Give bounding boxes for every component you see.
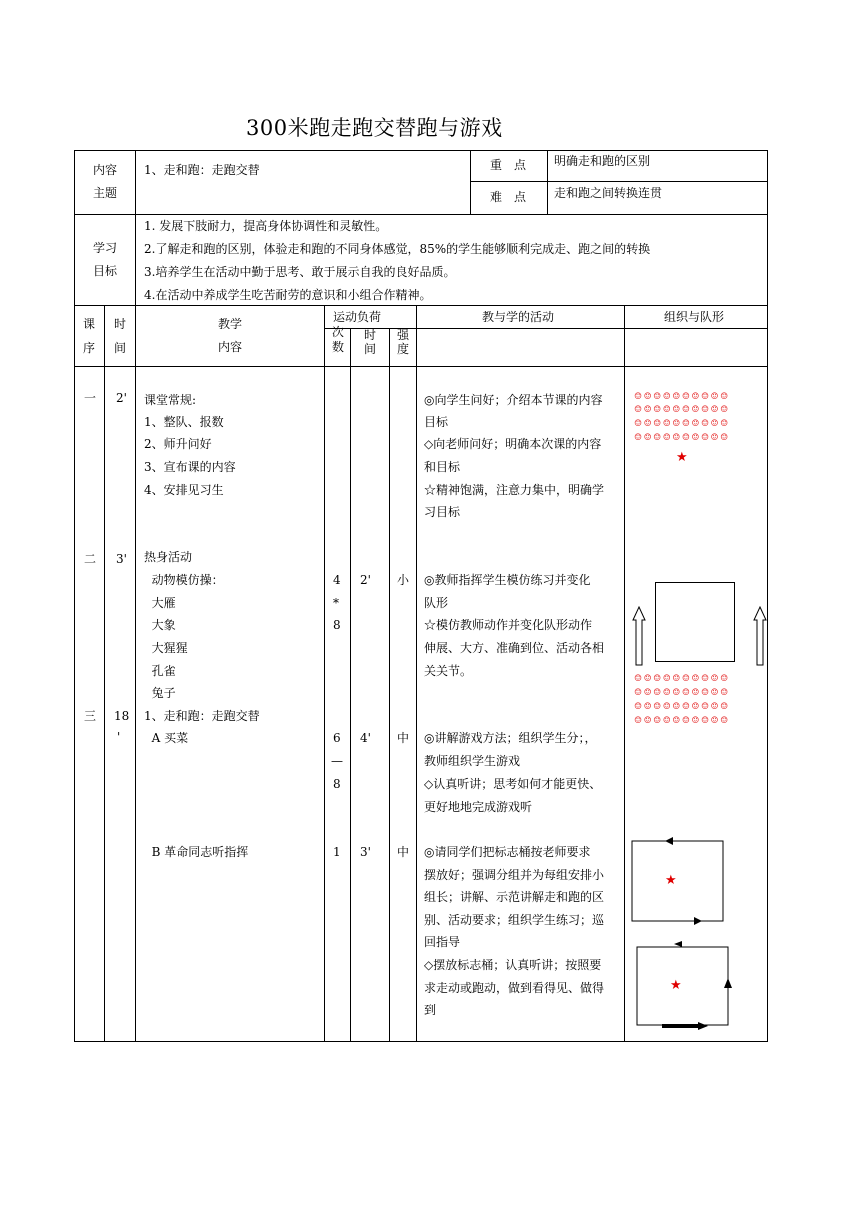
section-content-line: 大象 xyxy=(144,618,176,632)
col-header-intensity-2: 度 xyxy=(397,342,410,356)
teacher-star-icon: ★ xyxy=(665,873,677,888)
student-smile-row: ☺☺☺☺☺☺☺☺☺☺ xyxy=(634,716,730,726)
page-title: 300米跑走跑交替跑与游戏 xyxy=(246,116,503,140)
student-smile-row: ☺☺☺☺☺☺☺☺☺☺ xyxy=(634,433,730,443)
section-content-line: 热身活动 xyxy=(144,550,193,564)
load-count: — xyxy=(331,754,343,768)
activity-line: 更好地地完成游戏听 xyxy=(424,800,533,814)
activity-line: 教师组织学生游戏 xyxy=(424,754,521,768)
activity-line: ◎讲解游戏方法；组织学生分；， xyxy=(424,731,597,745)
col-header-count-2: 数 xyxy=(332,340,345,354)
load-intensity: 中 xyxy=(397,731,410,745)
col-divider-order xyxy=(104,305,105,1042)
table-border-right xyxy=(767,150,768,1042)
load-intensity: 小 xyxy=(397,573,410,587)
section-content-line: 孔雀 xyxy=(144,664,176,678)
student-smile-row: ☺☺☺☺☺☺☺☺☺☺ xyxy=(634,392,730,402)
col-header-count-1: 次 xyxy=(332,325,345,339)
activity-line: 关关节。 xyxy=(424,664,473,678)
difficulty-value: 走和跑之间转换连贯 xyxy=(554,186,663,200)
col-header-content-1: 教学 xyxy=(218,317,243,331)
activity-line: 组长；讲解、示范讲解走和跑的区 xyxy=(424,890,605,904)
col-divider-content xyxy=(324,305,325,1042)
section-content-line: 1、走和跑：走跑交替 xyxy=(144,709,260,723)
section-content-line: A 买菜 xyxy=(144,731,189,745)
section-order: 一 xyxy=(84,391,97,405)
teacher-star-icon: ★ xyxy=(670,978,682,993)
circuit-diagram-top xyxy=(628,836,728,926)
activity-line: ◎教师指挥学生模仿练习并变化 xyxy=(424,573,591,587)
activity-line: 伸展、大方、准确到位、活动各相 xyxy=(424,641,605,655)
col-header-order-2: 序 xyxy=(83,341,96,355)
section-content-line: 兔子 xyxy=(144,686,176,700)
activity-line: 队形 xyxy=(424,596,449,610)
col-divider-key-label xyxy=(470,150,471,215)
col-divider-activity xyxy=(624,305,625,1042)
row-divider-load-sub xyxy=(324,328,768,329)
col-header-time-2: 间 xyxy=(114,341,127,355)
activity-line: 目标 xyxy=(424,415,449,429)
col-header-duration-1: 时 xyxy=(364,328,377,342)
objective-item: 1. 发展下肢耐力，提高身体协调性和灵敏性。 xyxy=(144,219,388,233)
activity-line: 和目标 xyxy=(424,460,461,474)
section-time: ' xyxy=(117,730,121,744)
load-duration: 3' xyxy=(360,845,371,859)
student-smile-row: ☺☺☺☺☺☺☺☺☺☺ xyxy=(634,674,730,684)
col-header-activity: 教与学的活动 xyxy=(482,310,555,324)
activity-line: 回指导 xyxy=(424,935,461,949)
up-arrow-icon xyxy=(753,606,767,666)
section-content-line: B 革命同志听指挥 xyxy=(144,845,249,859)
load-duration: 2' xyxy=(360,573,371,587)
activity-line: ◇摆放标志桶；认真听讲；按照要 xyxy=(424,958,602,972)
content-topic-label-2: 主题 xyxy=(93,186,118,200)
activity-line: 到 xyxy=(424,1003,437,1017)
content-topic-value: 1、走和跑：走跑交替 xyxy=(144,163,260,177)
load-count: 8 xyxy=(333,618,341,632)
col-divider-count xyxy=(350,328,351,1042)
section-time: 18 xyxy=(114,709,130,723)
section-content-line: 课堂常规: xyxy=(144,393,197,407)
activity-line: 别、活动要求；组织学生练习；巡 xyxy=(424,913,605,927)
activity-line: 求走动或跑动，做到看得见、做得 xyxy=(424,981,605,995)
activity-line: 习目标 xyxy=(424,505,461,519)
objective-item: 4.在活动中养成学生吃苦耐劳的意识和小组合作精神。 xyxy=(144,288,432,302)
section-content-line: 动物模仿操： xyxy=(144,573,224,587)
up-arrow-icon xyxy=(632,606,646,666)
load-count: 6 xyxy=(333,731,341,745)
content-topic-label-1: 内容 xyxy=(93,163,118,177)
load-count: * xyxy=(333,596,339,610)
difficulty-label: 难 点 xyxy=(490,190,527,204)
col-divider-key-value xyxy=(547,150,548,215)
activity-line: ◎请同学们把标志桶按老师要求 xyxy=(424,845,591,859)
load-count: 8 xyxy=(333,777,341,791)
circuit-diagram-bottom xyxy=(632,940,736,1032)
section-order: 二 xyxy=(84,552,97,566)
col-header-order-1: 课 xyxy=(83,317,96,331)
col-divider-label xyxy=(135,150,136,1042)
student-smile-row: ☺☺☺☺☺☺☺☺☺☺ xyxy=(634,419,730,429)
load-count: 4 xyxy=(333,573,341,587)
section-order: 三 xyxy=(84,709,97,723)
section-content-line: 4、安排见习生 xyxy=(144,483,224,497)
col-header-time-1: 时 xyxy=(114,317,127,331)
teacher-star-icon: ★ xyxy=(676,450,688,465)
row-divider-columns-end xyxy=(74,366,768,367)
section-time: 2' xyxy=(116,391,127,405)
col-divider-load xyxy=(416,305,417,1042)
activity-line: ◇向老师问好；明确本次课的内容 xyxy=(424,437,602,451)
activity-line: 摆放好；强调分组并为每组安排小 xyxy=(424,868,605,882)
student-smile-row: ☺☺☺☺☺☺☺☺☺☺ xyxy=(634,688,730,698)
student-smile-row: ☺☺☺☺☺☺☺☺☺☺ xyxy=(634,405,730,415)
col-header-formation: 组织与队形 xyxy=(664,310,725,324)
activity-line: ☆模仿教师动作并变化队形动作 xyxy=(424,618,593,632)
load-intensity: 中 xyxy=(397,845,410,859)
col-header-duration-2: 间 xyxy=(364,342,377,356)
col-header-load: 运动负荷 xyxy=(333,310,382,324)
key-point-label: 重 点 xyxy=(490,158,527,172)
section-content-line: 2、师升问好 xyxy=(144,437,212,451)
section-time: 3' xyxy=(116,552,127,566)
load-duration: 4' xyxy=(360,731,371,745)
student-smile-row: ☺☺☺☺☺☺☺☺☺☺ xyxy=(634,702,730,712)
activity-line: ◎向学生问好；介绍本节课的内容 xyxy=(424,393,603,407)
table-border-left xyxy=(74,150,75,1042)
col-header-intensity-1: 强 xyxy=(397,328,410,342)
col-divider-duration xyxy=(389,328,390,1042)
activity-line: ☆精神饱满，注意力集中，明确学 xyxy=(424,483,605,497)
col-header-content-2: 内容 xyxy=(218,340,243,354)
table-border-top xyxy=(74,150,768,151)
formation-square xyxy=(655,582,735,662)
objective-item: 2.了解走和跑的区别，体验走和跑的不同身体感觉，85%的学生能够顺利完成走、跑之间的转换 xyxy=(144,242,651,256)
objective-item: 3.培养学生在活动中勤于思考、敢于展示自我的良好品质。 xyxy=(144,265,456,279)
objectives-label-2: 目标 xyxy=(93,264,118,278)
section-content-line: 3、宣布课的内容 xyxy=(144,460,236,474)
load-count: 1 xyxy=(333,845,341,859)
key-point-value: 明确走和跑的区别 xyxy=(554,154,651,168)
objectives-label-1: 学习 xyxy=(93,241,118,255)
section-content-line: 大猩猩 xyxy=(144,641,188,655)
section-content-line: 大雁 xyxy=(144,596,176,610)
table-border-bottom xyxy=(74,1041,768,1042)
section-content-line: 1、整队、报数 xyxy=(144,415,224,429)
activity-line: ◇认真听讲；思考如何才能更快、 xyxy=(424,777,602,791)
